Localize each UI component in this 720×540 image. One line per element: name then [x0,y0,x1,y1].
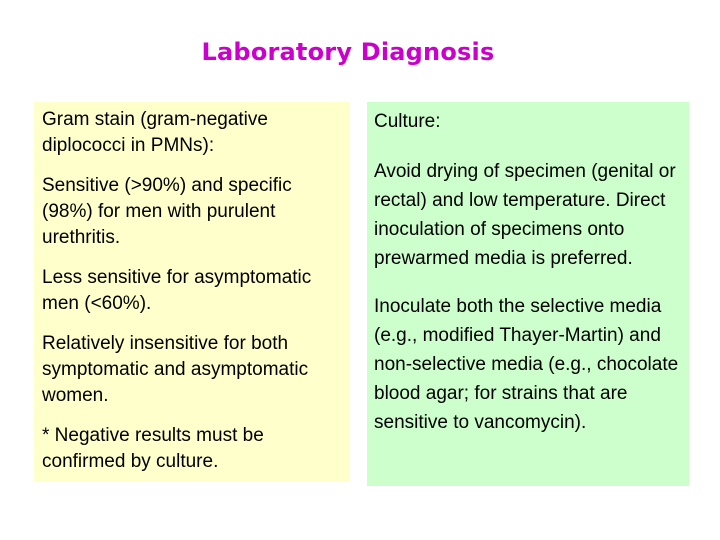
gram-stain-women: Relatively insensitive for both symptomatic and asymptomatic women. [42,333,309,406]
culture-heading: Culture: [374,111,441,132]
culture-media: Inoculate both the selective media (e.g., modified Thayer-Martin) and non-selective media (e.g., chocolate blood agar; for strains that are sensitive to vancomycin). [374,296,679,433]
gram-stain-panel [34,102,350,482]
culture-panel [367,102,689,486]
gram-stain-asymptomatic-men: Less sensitive for asymptomatic men (<60%). [42,267,312,314]
gram-stain-note: * Negative results must be confirmed by culture. [42,425,264,472]
gram-stain-men-sensitivity: Sensitive (>90%) and specific (98%) for men with purulent urethritis. [42,175,292,248]
slide-title: Laboratory Diagnosis [201,38,495,66]
culture-specimen-handling: Avoid drying of specimen (genital or rectal) and low temperature. Direct inoculation of specimens onto prewarmed media is preferred. [374,161,676,269]
gram-stain-intro: Gram stain (gram-negative diplococci in PMNs): [42,109,268,156]
